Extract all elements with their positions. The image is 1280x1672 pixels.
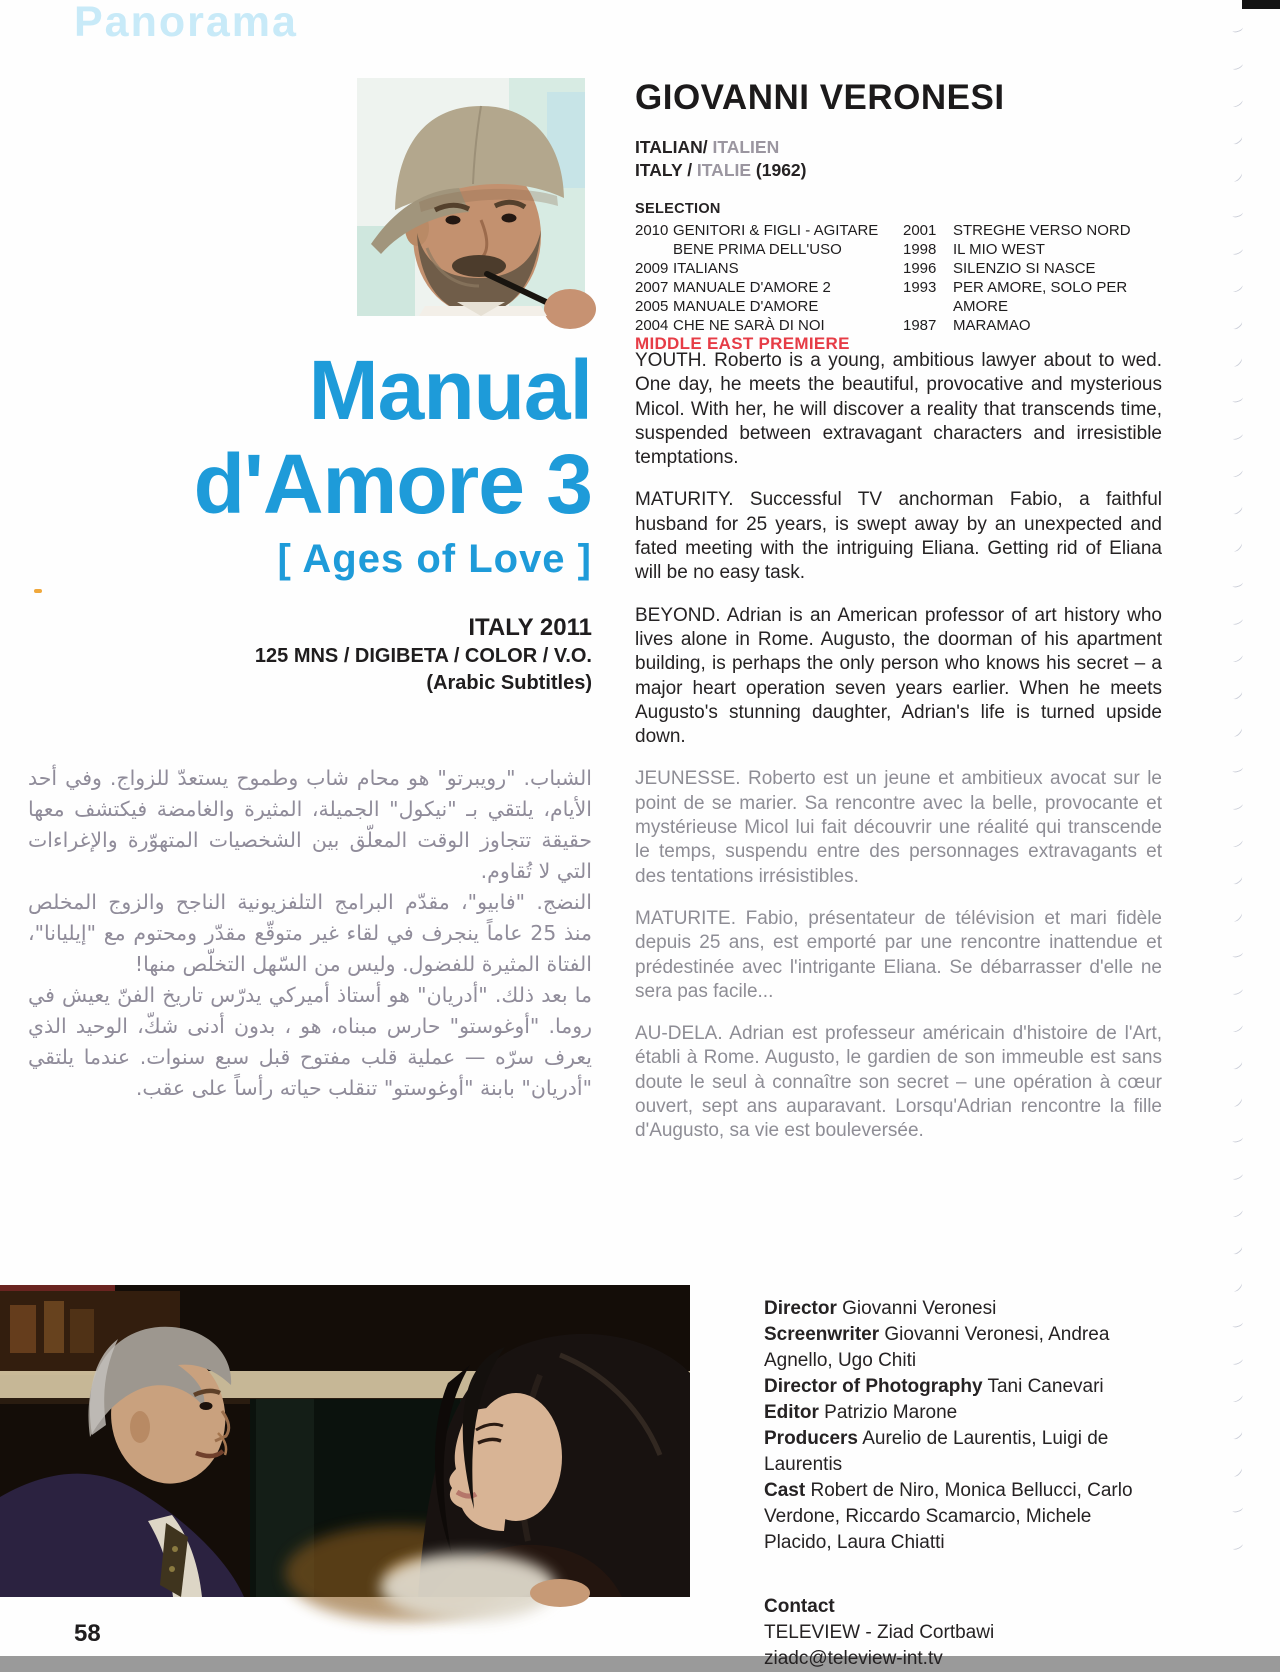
film-year: 2009 [635, 260, 669, 277]
film-still-photo [0, 1285, 690, 1597]
credit-label: Director of Photography [764, 1376, 983, 1397]
film-title: IL MIO WEST [953, 241, 1045, 258]
filmography-entry [635, 278, 901, 297]
contact-company: TELEVIEW - Ziad Cortbawi [764, 1622, 995, 1643]
filmography-col-2 [903, 221, 1163, 335]
film-year: 1993 [903, 279, 937, 296]
film-title: CHE NE SARÀ DI NOI [673, 317, 825, 334]
film-year: 2004 [635, 317, 669, 334]
credit-label: Editor [764, 1402, 819, 1423]
filmography-entry [903, 316, 1163, 335]
filmography-entry [903, 240, 1163, 259]
film-title: SILENZIO SI NASCE [953, 260, 1096, 277]
credit-label: Producers [764, 1428, 858, 1449]
film-year: 1996 [903, 260, 937, 277]
film-year: 2005 [635, 298, 669, 315]
credit-line: Director Giovanni Veronesi [764, 1298, 997, 1319]
synopsis-column [635, 349, 1162, 1162]
film-meta-block [28, 612, 592, 697]
director-nationality [635, 136, 807, 182]
credit-label: Cast [764, 1480, 806, 1501]
film-title: ITALIANS [673, 260, 739, 277]
film-year: 2007 [635, 279, 669, 296]
film-title-line2: d'Amore 3 [193, 437, 592, 531]
credits-block [764, 1296, 1156, 1672]
synopsis-arabic [28, 763, 592, 1104]
filmography-entry [635, 297, 901, 316]
binding-marks [1232, 26, 1248, 1626]
section-title: Panorama [74, 0, 298, 46]
credit-line: Producers Aurelio de Laurentis, Luigi de Laurentis [764, 1428, 1109, 1475]
country-line [635, 159, 807, 182]
filmography-entry [635, 221, 901, 259]
synopsis-fr-maturite: MATURITE. Fabio, présentateur de télévision et mari fidèle depuis 25 ans, est emporté par une rencontre inattendue et prédestinée avec l'intrigante Eliana. Se débarrasser d'elle ne sera pas facile... [635, 907, 1162, 1002]
filmography-entry [635, 259, 901, 278]
credit-label: Screenwriter [764, 1324, 880, 1345]
synopsis-fr-jeunesse: JEUNESSE. Roberto est un jeune et ambitieux avocat sur le point de se marier. Sa rencontre avec la belle, provocante et mystérieuse Micol lui fait découvrir une réalité qui transcende le temps, suspendu entre des personnages extravagants et des tentations irrésistibles. [635, 768, 1162, 887]
credit-line: Editor Patrizio Marone [764, 1402, 958, 1423]
country-en: ITALY / [635, 160, 697, 180]
film-title-block [28, 344, 592, 586]
director-portrait-art [357, 78, 585, 316]
nationality-fr: ITALIEN [707, 137, 780, 157]
credit-line: Cast Robert de Niro, Monica Bellucci, Carlo Verdone, Riccardo Scamarcio, Michele Placido, Laura Chiatti [764, 1480, 1133, 1553]
contact-heading: Contact [764, 1596, 835, 1617]
film-title: MANUALE D'AMORE [673, 298, 819, 315]
film-year: 1987 [903, 317, 937, 334]
film-year: 2001 [903, 222, 937, 239]
synopsis-en-maturity: MATURITY. Successful TV anchorman Fabio, a faithful husband for 25 years, is swept away by an unexpected and fated meeting with the intriguing Eliana. Getting rid of Eliana will be no easy task. [635, 489, 1162, 584]
director-name: GIOVANNI VERONESI [635, 78, 1005, 117]
filmography-col-1 [635, 221, 901, 335]
birth-year: (1962) [751, 160, 807, 180]
synopsis-ar-maturity: النضج. "فابيو"، مقدّم البرامج التلفزيونية الناجح والزوج المخلص منذ 25 عاماً ينجرف في لقاء غير متوقّع مقدّر ومحتوم مع "إيليانا"، الفتاة المثيرة للفضول. وليس من السّهل التخلّص منها! [28, 890, 592, 976]
film-title: MANUALE D'AMORE 2 [673, 279, 831, 296]
scan-corner-mark [1242, 0, 1280, 9]
film-title: MARAMAO [953, 317, 1031, 334]
selection-heading: SELECTION [635, 201, 721, 217]
film-title: STREGHE VERSO NORD [953, 222, 1131, 239]
nationality-en: ITALIAN/ [635, 137, 708, 157]
film-title: GENITORI & FIGLI - AGITARE BENE PRIMA DELL'USO [673, 222, 879, 258]
film-still-art [0, 1285, 690, 1597]
film-title-line1: Manual [308, 343, 592, 437]
registration-mark [34, 589, 42, 593]
film-title-english: [ Ages of Love ] [277, 537, 592, 581]
credits-list [764, 1296, 1156, 1556]
synopsis-fr-au-dela: AU-DELA. Adrian est professeur américain d'histoire de l'Art, établi à Rome. Augusto, le gardien de son immeuble est sans doute le seul à connaître son secret – une opération à cœur ouvert, sept ans auparavant. Lorsqu'Adrian rencontre la fille d'Augusto, sa vie est bouleversée. [635, 1023, 1162, 1142]
country-fr: ITALIE [696, 160, 752, 180]
synopsis-ar-beyond: ما بعد ذلك. "أدريان" هو أستاذ أميركي يدرّس تاريخ الفنّ يعيش في روما. "أوغوستو" حارس مبناه، هو ، بدون أدنى شكّ، الوحيد الذي يعرف سرّه — عملية قلب مفتوح قبل سبع سنوات. عندما يلتقي "أدريان" بابنة "أوغوستو" تنقلب حياته رأساً على عقب. [28, 983, 592, 1100]
synopsis-ar-youth: الشباب. "رويبرتو" هو محام شاب وطموح يستعدّ للزواج. وفي أحد الأيام، يلتقي بـ "نيكول" الجميلة، المثيرة والغامضة فيكتشف معها حقيقة تتجاوز الوقت المعلّق بين الشخصيات المتهوّرة والإغراءات التي لا تُقاوم. [28, 766, 592, 883]
synopsis-en-beyond: BEYOND. Adrian is an American professor of art history who lives alone in Rome. Augusto, the doorman of his apartment building, is perhaps the only person who knows his secret – a major heart operation seven years earlier. When he meets Augusto's stunning daughter, Adrian's life is turned upside down. [635, 604, 1162, 748]
film-year: 1998 [903, 241, 937, 258]
filmography-entry [903, 221, 1163, 240]
film-format-specs: 125 MNS / DIGIBETA / COLOR / V.O. [254, 645, 592, 667]
filmography-entry [903, 259, 1163, 278]
contact-block [764, 1594, 1156, 1672]
director-portrait-photo [357, 78, 585, 316]
nationality-line [635, 136, 807, 159]
film-title: PER AMORE, SOLO PER AMORE [953, 279, 1128, 315]
film-year: 2010 [635, 222, 669, 239]
filmography-entry [903, 278, 1163, 316]
premiere-badge: MIDDLE EAST PREMIERE [635, 334, 850, 353]
credit-line: Screenwriter Giovanni Veronesi, Andrea Agnello, Ugo Chiti [764, 1324, 1110, 1371]
film-country-year: ITALY 2011 [468, 614, 592, 641]
credit-line: Director of Photography Tani Canevari [764, 1376, 1104, 1397]
film-subtitles-note: (Arabic Subtitles) [426, 672, 592, 694]
page-number: 58 [74, 1620, 101, 1647]
contact-email: ziadc@teleview-int.tv [764, 1648, 943, 1669]
credit-label: Director [764, 1298, 837, 1319]
synopsis-en-youth: YOUTH. Roberto is a young, ambitious lawyer about to wed. One day, he meets the beautiful, provocative and mysterious Micol. With her, he will discover a reality that transcends time, suspended between extravagant characters and irresistible temptations. [635, 350, 1162, 469]
filmography-entry [635, 316, 901, 335]
